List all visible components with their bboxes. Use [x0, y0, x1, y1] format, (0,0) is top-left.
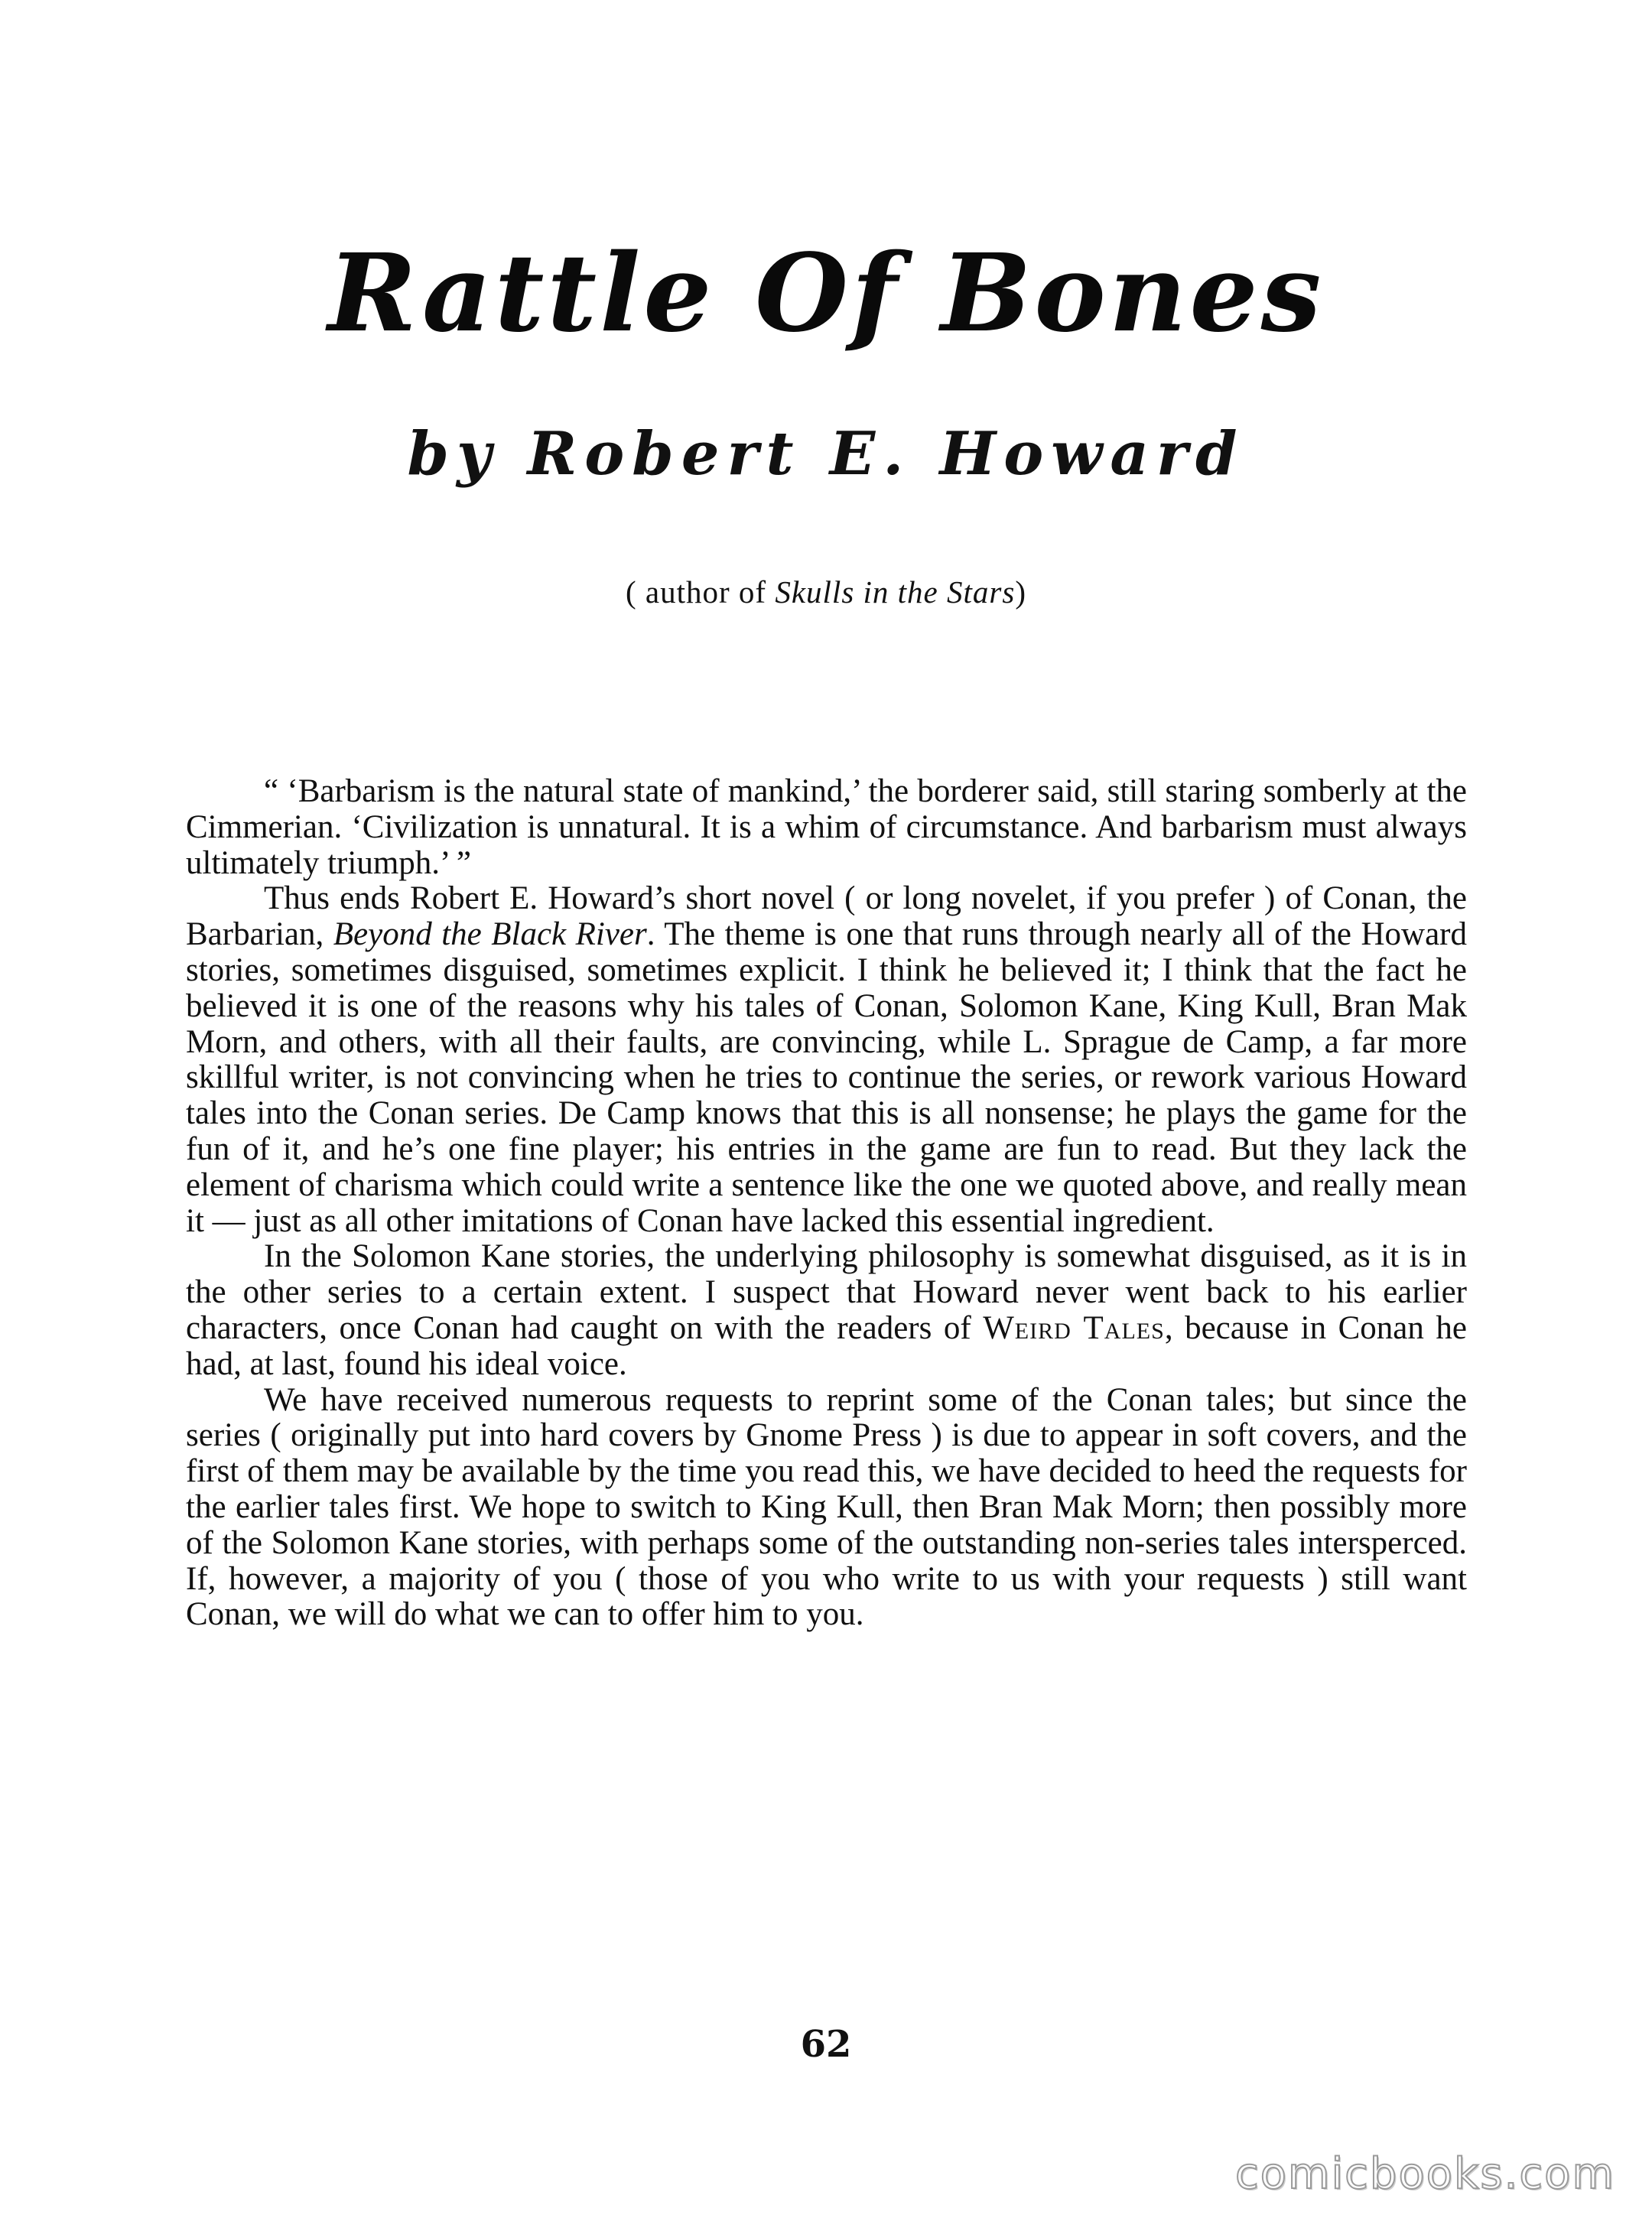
paragraph	[186, 881, 1467, 1239]
credit-book-title: Skulls in the Stars	[775, 574, 1016, 610]
paragraph-text: Thus ends Robert E. Howard’s short novel ( or long novelet, if you prefer ) of Conan, the Barbarian,	[186, 880, 1467, 953]
paragraph-text: We have received numerous requests to reprint some of the Conan tales; but since the series ( originally put into hard covers by Gnome Press ) is due to appear in soft covers, and the first of them may be available by the time you read this, we have decided to heed the requests for the earlier tales first. We hope to switch to King Kull, then Bran Mak Morn; then possibly more of the Solomon Kane stories, with perhaps some of the outstanding non-series tales intersperced. If, however, a majority of you ( those of you who write to us with your requests ) still want Conan, we will do what we can to offer him to you.	[186, 1381, 1467, 1633]
site-watermark: comicbooks.com	[1234, 2149, 1615, 2199]
page-number: 62	[800, 2023, 852, 2066]
paragraph	[186, 1239, 1467, 1382]
paragraph-text: In the Solomon Kane stories, the underlying philosophy is somewhat disguised, as it is in the other series to a certain extent. I suspect that Howard never went back to his earlier characters, once Conan had caught on with the readers of	[186, 1238, 1467, 1346]
editorial-body	[186, 774, 1467, 1633]
paragraph-text: “ ‘Barbarism is the natural state of mankind,’ the borderer said, still staring somberly at the Cimmerian. ‘Civilization is unnatural. It is a whim of circumstance. And barbarism must always ultimately triumph.’ ”	[186, 773, 1467, 881]
story-title: Rattle Of Bones	[327, 230, 1325, 356]
novel-title: Beyond the Black River	[333, 916, 647, 953]
paragraph	[186, 1383, 1467, 1634]
credit-prefix: ( author of	[626, 574, 776, 610]
paragraph-text: , because in Conan he had, at last, found his ideal voice.	[186, 1309, 1467, 1382]
paragraph-text: . The theme is one that runs through nearly all of the Howard stories, sometimes disguised, sometimes explicit. I think he believed it; I think that the fact he believed it is one of the reasons why his tales of Conan, Solomon Kane, King Kull, Bran Mak Morn, and others, with all their faults, are convincing, while L. Sprague de Camp, a far more skillful writer, is not convincing when he tries to continue the series, or rework various Howard tales into the Conan series. De Camp knows that this is all nonsense; he plays the game for the fun of it, and he’s one fine player; his entries in the game are fun to read. But they lack the element of charisma which could write a sentence like the one we quoted above, and really mean it — just as all other imitations of Conan have lacked this essential ingredient.	[186, 916, 1467, 1239]
paragraph	[186, 774, 1467, 881]
credit-suffix: )	[1015, 574, 1026, 610]
author-byline: by Robert E. Howard	[407, 419, 1245, 489]
magazine-name: Weird Tales	[983, 1309, 1165, 1346]
author-credit	[0, 574, 1652, 611]
